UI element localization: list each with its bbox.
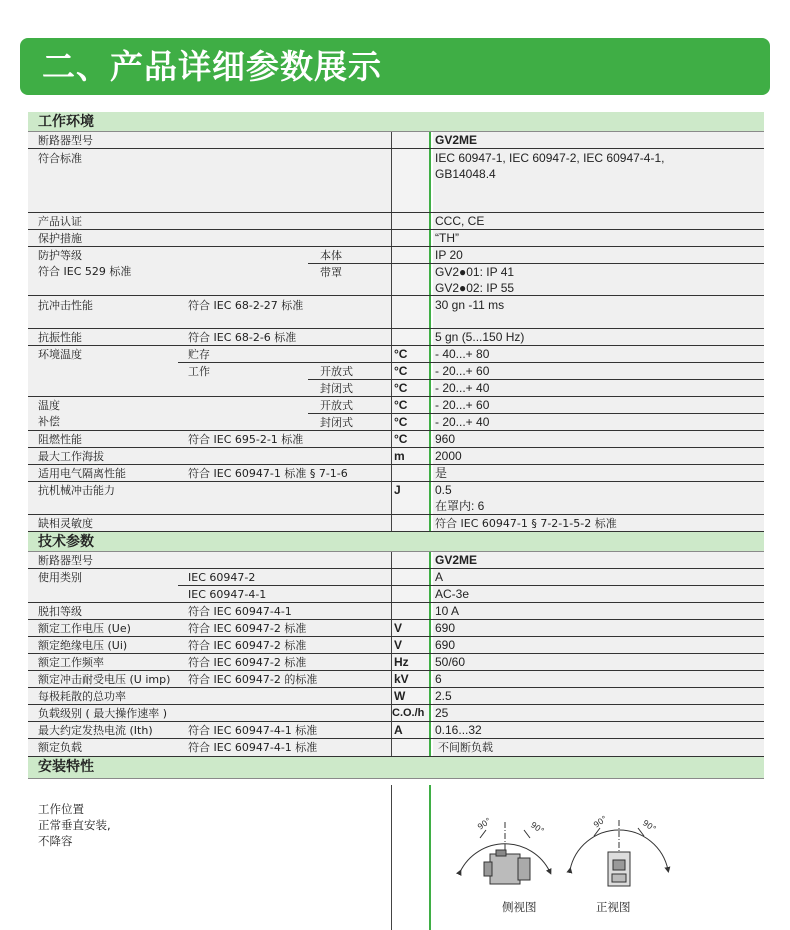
table-row: 适用电气隔离性能 符合 IEC 60947-1 标准 § 7-1-6 是 (28, 465, 764, 482)
table-row: 抗冲击性能 符合 IEC 68-2-27 标准 30 gn -11 ms (28, 296, 764, 329)
side-view-label: 侧视图 (502, 900, 537, 914)
table-row: 额定绝缘电压 (Ui) 符合 IEC 60947-2 标准 V 690 (28, 637, 764, 654)
table-row: 额定负载 符合 IEC 60947-4-1 标准 不间断负载 (28, 739, 764, 757)
table-row: 负载级别 ( 最大操作速率 ) C.O./h 25 (28, 705, 764, 722)
angle-label: 90° (528, 820, 546, 836)
table-row: 最大约定发热电流 (Ith) 符合 IEC 60947-4-1 标准 A 0.16...32 (28, 722, 764, 739)
table-row: 防护等级 符合 IEC 529 标准 本体 IP 20 带罩 GV2●01: IP 41 GV2●02: IP 55 (28, 247, 764, 296)
section-header-tech: 技术参数 (28, 532, 764, 552)
table-row: 断路器型号 GV2ME (28, 552, 764, 569)
section-banner (20, 38, 770, 95)
front-view-label: 正视图 (596, 900, 631, 914)
angle-label: 90° (591, 814, 609, 830)
banner-title: 二、产品详细参数展示 (42, 47, 382, 86)
table-row: 产品认证 CCC, CE (28, 213, 764, 230)
table-row: 最大工作海拔 m 2000 (28, 448, 764, 465)
angle-label: 90° (475, 816, 493, 832)
table-row: 额定工作电压 (Ue) 符合 IEC 60947-2 标准 V 690 (28, 620, 764, 637)
table-row: 使用类别 IEC 60947-2 A IEC 60947-4-1 AC-3e (28, 569, 764, 603)
table-row: 额定冲击耐受电压 (U imp) 符合 IEC 60947-2 的标准 kV 6 (28, 671, 764, 688)
section-header-env: 工作环境 (28, 112, 764, 132)
table-row: 阻燃性能 符合 IEC 695-2-1 标准 °C 960 (28, 431, 764, 448)
install-section: 工作位置 正常垂直安装, 不降容 90° 90° 侧视图 90° 90° 正视图 (28, 785, 764, 930)
table-row: 抗振性能 符合 IEC 68-2-6 标准 5 gn (5...150 Hz) (28, 329, 764, 346)
front-view-diagram (558, 810, 688, 905)
table-row: 温度 补偿 开放式 °C - 20...+ 60 封闭式 °C - 20...+ 40 (28, 397, 764, 431)
table-row: 断路器型号 GV2ME (28, 132, 764, 149)
table-row: 抗机械冲击能力 J 0.5 在罩内: 6 (28, 482, 764, 515)
section-header-install: 安装特性 (28, 757, 764, 779)
table-row: 脱扣等级 符合 IEC 60947-4-1 10 A (28, 603, 764, 620)
table-row: 每极耗散的总功率 W 2.5 (28, 688, 764, 705)
table-row: 缺相灵敏度 符合 IEC 60947-1 § 7-2-1-5-2 标准 (28, 515, 764, 532)
angle-label: 90° (640, 818, 658, 834)
table-row: 额定工作频率 符合 IEC 60947-2 标准 Hz 50/60 (28, 654, 764, 671)
table-row: 符合标准 IEC 60947-1, IEC 60947-2, IEC 60947-4-1, GB14048.4 (28, 149, 764, 213)
table-row: 环境温度 贮存 °C - 40...+ 80 工作 开放式 °C - 20...+ 60 封闭式 °C - 20...+ 40 (28, 346, 764, 397)
table-row: 保护措施 “TH” (28, 230, 764, 247)
spec-table (28, 112, 764, 779)
